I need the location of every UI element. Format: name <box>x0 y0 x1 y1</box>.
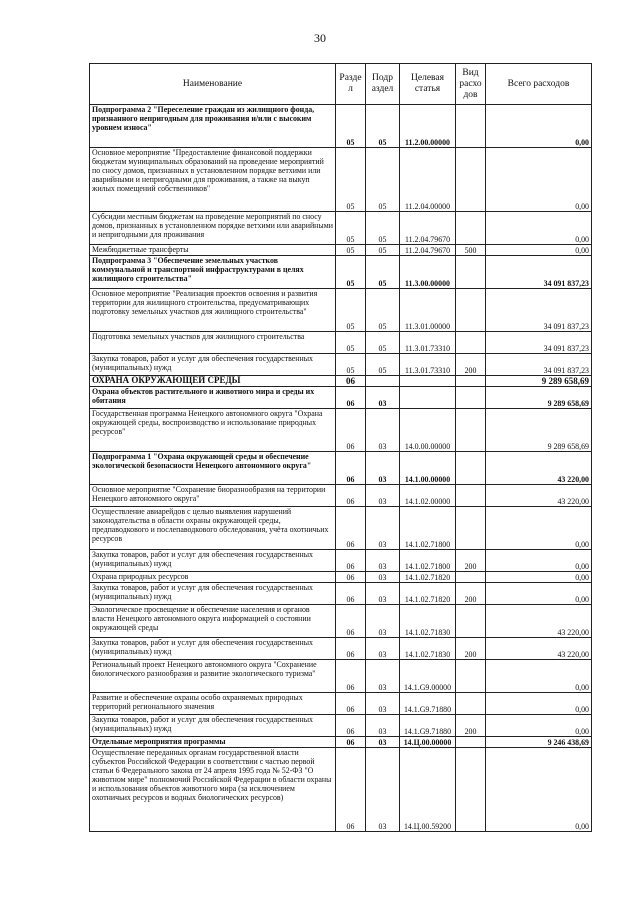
row-target: 14.1.02.71800 <box>400 507 456 550</box>
row-target <box>400 376 456 387</box>
row-section: 06 <box>336 387 366 409</box>
row-target: 11.2.04.79670 <box>400 212 456 245</box>
row-total: 43 220,00 <box>486 638 592 660</box>
row-expense-type <box>456 605 486 638</box>
row-expense-type <box>456 105 486 148</box>
budget-table <box>89 63 592 832</box>
row-target: 14.1.02.71830 <box>400 605 456 638</box>
row-expense-type <box>456 748 486 832</box>
row-target: 14.1.G9.71880 <box>400 693 456 715</box>
row-target: 14.1.02.71820 <box>400 572 456 583</box>
row-section: 05 <box>336 354 366 376</box>
row-expense-type: 200 <box>456 550 486 572</box>
row-expense-type: 200 <box>456 715 486 737</box>
table-row <box>90 256 592 289</box>
row-subsection: 03 <box>366 693 400 715</box>
row-target: 14.Ц.00.00000 <box>400 737 456 748</box>
row-target: 14.1.G9.00000 <box>400 660 456 693</box>
row-total: 0,00 <box>486 572 592 583</box>
row-total: 0,00 <box>486 583 592 605</box>
row-name: Подпрограмма 2 "Переселение граждан из жилищного фонда, признанного непригодным для проживания и/или с высоким уровнем износа" <box>90 105 336 148</box>
table-row <box>90 409 592 452</box>
table-row <box>90 354 592 376</box>
row-subsection: 03 <box>366 409 400 452</box>
row-total: 34 091 837,23 <box>486 354 592 376</box>
row-name: Закупка товаров, работ и услуг для обеспечения государственных (муниципальных) нужд <box>90 638 336 660</box>
row-section: 06 <box>336 507 366 550</box>
row-total: 34 091 837,23 <box>486 256 592 289</box>
row-section: 05 <box>336 105 366 148</box>
row-name: Основное мероприятие "Предоставление финансовой поддержки бюджетам муниципальных образований на проведение мероприятий по сносу домов, признанных в установленном порядке ветхими или аварийными и непригодными для проживания, а также на выкуп жилых помещений собственников" <box>90 148 336 212</box>
table-row <box>90 452 592 485</box>
row-expense-type <box>456 507 486 550</box>
row-section: 05 <box>336 332 366 354</box>
table-row <box>90 583 592 605</box>
row-name: Охрана объектов растительного и животного мира и среды их обитания <box>90 387 336 409</box>
row-section: 06 <box>336 452 366 485</box>
page-number: 30 <box>314 31 326 45</box>
row-target: 14.1.02.71820 <box>400 583 456 605</box>
row-target <box>400 387 456 409</box>
table-row <box>90 105 592 148</box>
header-name: Наименование <box>90 64 336 105</box>
row-section: 06 <box>336 572 366 583</box>
header-total: Всего расходов <box>486 64 592 105</box>
row-section: 06 <box>336 409 366 452</box>
row-target: 14.Ц.00.59200 <box>400 748 456 832</box>
row-expense-type <box>456 409 486 452</box>
row-expense-type <box>456 737 486 748</box>
row-name: Основное мероприятие "Сохранение биоразнообразия на территории Ненецкого автономного округа" <box>90 485 336 507</box>
row-name: Развитие и обеспечение охраны особо охраняемых природных территорий регионального значения <box>90 693 336 715</box>
table-row <box>90 572 592 583</box>
table-row <box>90 245 592 256</box>
row-expense-type <box>456 212 486 245</box>
row-subsection: 03 <box>366 715 400 737</box>
row-subsection: 05 <box>366 105 400 148</box>
row-section: 06 <box>336 715 366 737</box>
row-name: Подпрограмма 3 "Обеспечение земельных участков коммунальной и транспортной инфраструктурами в целях жилищного строительства" <box>90 256 336 289</box>
row-total: 9 289 658,69 <box>486 409 592 452</box>
row-total: 0,00 <box>486 507 592 550</box>
row-expense-type <box>456 452 486 485</box>
row-name: Подготовка земельных участков для жилищного строительства <box>90 332 336 354</box>
row-section: 05 <box>336 212 366 245</box>
row-name: Отдельные мероприятия программы <box>90 737 336 748</box>
row-expense-type: 200 <box>456 583 486 605</box>
row-section: 06 <box>336 693 366 715</box>
row-section: 06 <box>336 748 366 832</box>
row-total: 0,00 <box>486 660 592 693</box>
row-subsection: 05 <box>366 245 400 256</box>
row-name: Закупка товаров, работ и услуг для обеспечения государственных (муниципальных) нужд <box>90 354 336 376</box>
table-row <box>90 148 592 212</box>
table-row <box>90 660 592 693</box>
table-row <box>90 387 592 409</box>
row-total: 34 091 837,23 <box>486 332 592 354</box>
row-target: 14.0.00.00000 <box>400 409 456 452</box>
header-subsection: Подр аздел <box>366 64 400 105</box>
row-total: 9 289 658,69 <box>486 387 592 409</box>
table-row <box>90 550 592 572</box>
row-total: 43 220,00 <box>486 452 592 485</box>
row-target: 11.2.04.79670 <box>400 245 456 256</box>
row-section: 05 <box>336 148 366 212</box>
row-name: Субсидии местным бюджетам на проведение мероприятий по сносу домов, признанных в установленном порядке ветхими или аварийными и непригодными для проживания <box>90 212 336 245</box>
row-target: 11.2.00.00000 <box>400 105 456 148</box>
table-row <box>90 748 592 832</box>
row-total: 0,00 <box>486 715 592 737</box>
row-target: 14.1.02.00000 <box>400 485 456 507</box>
row-target: 14.1.00.00000 <box>400 452 456 485</box>
row-name: Подпрограмма 1 "Охрана окружающей среды и обеспечение экологической безопасности Ненецкого автономного округа" <box>90 452 336 485</box>
row-target: 11.3.01.00000 <box>400 289 456 332</box>
row-total: 9 246 438,69 <box>486 737 592 748</box>
row-target: 11.3.00.00000 <box>400 256 456 289</box>
row-total: 34 091 837,23 <box>486 289 592 332</box>
row-target: 14.1.02.71830 <box>400 638 456 660</box>
table-body <box>90 105 592 832</box>
row-name: Осуществление авиарейдов с целью выявления нарушений законодательства в области охраны окружающей среды, предпаводкового и послепаводкового обследования, учёта охотничьих ресурсов <box>90 507 336 550</box>
row-expense-type <box>456 376 486 387</box>
row-name: Закупка товаров, работ и услуг для обеспечения государственных (муниципальных) нужд <box>90 583 336 605</box>
row-total: 0,00 <box>486 245 592 256</box>
row-name: Закупка товаров, работ и услуг для обеспечения государственных (муниципальных) нужд <box>90 550 336 572</box>
row-target: 14.1.G9.71880 <box>400 715 456 737</box>
row-name: Региональный проект Ненецкого автономного округа "Сохранение биологического разнообразия и развитие экологического туризма" <box>90 660 336 693</box>
row-section: 06 <box>336 638 366 660</box>
row-target: 11.3.01.73310 <box>400 354 456 376</box>
table-row <box>90 715 592 737</box>
table-row <box>90 212 592 245</box>
row-name: Межбюджетные трансферты <box>90 245 336 256</box>
table-row <box>90 638 592 660</box>
row-expense-type <box>456 660 486 693</box>
row-total: 43 220,00 <box>486 605 592 638</box>
table-row <box>90 507 592 550</box>
row-subsection: 03 <box>366 550 400 572</box>
row-section: 06 <box>336 376 366 387</box>
row-subsection: 05 <box>366 148 400 212</box>
row-subsection: 03 <box>366 737 400 748</box>
row-subsection: 03 <box>366 507 400 550</box>
table-header-row <box>90 64 592 105</box>
row-expense-type <box>456 485 486 507</box>
row-subsection: 05 <box>366 289 400 332</box>
row-subsection: 03 <box>366 485 400 507</box>
row-subsection <box>366 376 400 387</box>
row-total: 43 220,00 <box>486 485 592 507</box>
table-row <box>90 737 592 748</box>
row-target: 14.1.02.71800 <box>400 550 456 572</box>
row-subsection: 03 <box>366 387 400 409</box>
row-total: 0,00 <box>486 748 592 832</box>
row-subsection: 05 <box>366 212 400 245</box>
row-expense-type <box>456 572 486 583</box>
row-subsection: 05 <box>366 256 400 289</box>
table-row <box>90 332 592 354</box>
row-name: Государственная программа Ненецкого автономного округа "Охрана окружающей среды, воспроизводство и использование природных ресурсов" <box>90 409 336 452</box>
row-expense-type <box>456 387 486 409</box>
row-subsection: 03 <box>366 583 400 605</box>
table-row <box>90 376 592 387</box>
row-name: Осуществление переданных органам государственной власти субъектов Российской Федерации в соответствии с частью первой статьи 6 Федерального закона от 24 апреля 1995 года № 52-ФЗ "О животном мире" полномочий Российской Федерации в области охраны и использования объектов животного мира (за исключением охотничьих ресурсов и водных биологических ресурсов) <box>90 748 336 832</box>
row-subsection: 05 <box>366 332 400 354</box>
table-row <box>90 605 592 638</box>
row-total: 0,00 <box>486 212 592 245</box>
row-subsection: 03 <box>366 638 400 660</box>
table-row <box>90 289 592 332</box>
header-expense-type: Вид расхо дов <box>456 64 486 105</box>
row-subsection: 03 <box>366 660 400 693</box>
row-name: Основное мероприятие "Реализация проектов освоения и развития территории для жилищного строительства, предусматривающих подготовку земельных участков для жилищного строительства" <box>90 289 336 332</box>
row-expense-type <box>456 289 486 332</box>
row-subsection: 03 <box>366 572 400 583</box>
row-expense-type <box>456 693 486 715</box>
row-expense-type: 500 <box>456 245 486 256</box>
table-row <box>90 693 592 715</box>
row-section: 05 <box>336 289 366 332</box>
row-name: Закупка товаров, работ и услуг для обеспечения государственных (муниципальных) нужд <box>90 715 336 737</box>
row-section: 06 <box>336 485 366 507</box>
row-target: 11.2.04.00000 <box>400 148 456 212</box>
row-total: 0,00 <box>486 148 592 212</box>
row-section: 06 <box>336 737 366 748</box>
row-target: 11.3.01.73310 <box>400 332 456 354</box>
row-section: 06 <box>336 550 366 572</box>
row-name: Экологическое просвещение и обеспечение населения и органов власти Ненецкого автономного округа информацией о состоянии окружающей среды <box>90 605 336 638</box>
row-section: 06 <box>336 605 366 638</box>
row-section: 05 <box>336 245 366 256</box>
row-subsection: 03 <box>366 748 400 832</box>
row-subsection: 03 <box>366 605 400 638</box>
row-total: 0,00 <box>486 693 592 715</box>
row-section: 06 <box>336 583 366 605</box>
header-section: Разде л <box>336 64 366 105</box>
row-section: 05 <box>336 256 366 289</box>
row-total: 9 289 658,69 <box>486 376 592 387</box>
row-expense-type: 200 <box>456 354 486 376</box>
row-section: 06 <box>336 660 366 693</box>
row-subsection: 03 <box>366 452 400 485</box>
row-name: ОХРАНА ОКРУЖАЮЩЕЙ СРЕДЫ <box>90 376 336 387</box>
header-target: Целевая статья <box>400 64 456 105</box>
row-total: 0,00 <box>486 550 592 572</box>
row-expense-type: 200 <box>456 638 486 660</box>
table-row <box>90 485 592 507</box>
row-expense-type <box>456 256 486 289</box>
row-expense-type <box>456 148 486 212</box>
row-subsection: 05 <box>366 354 400 376</box>
row-expense-type <box>456 332 486 354</box>
row-name: Охрана природных ресурсов <box>90 572 336 583</box>
row-total: 0,00 <box>486 105 592 148</box>
